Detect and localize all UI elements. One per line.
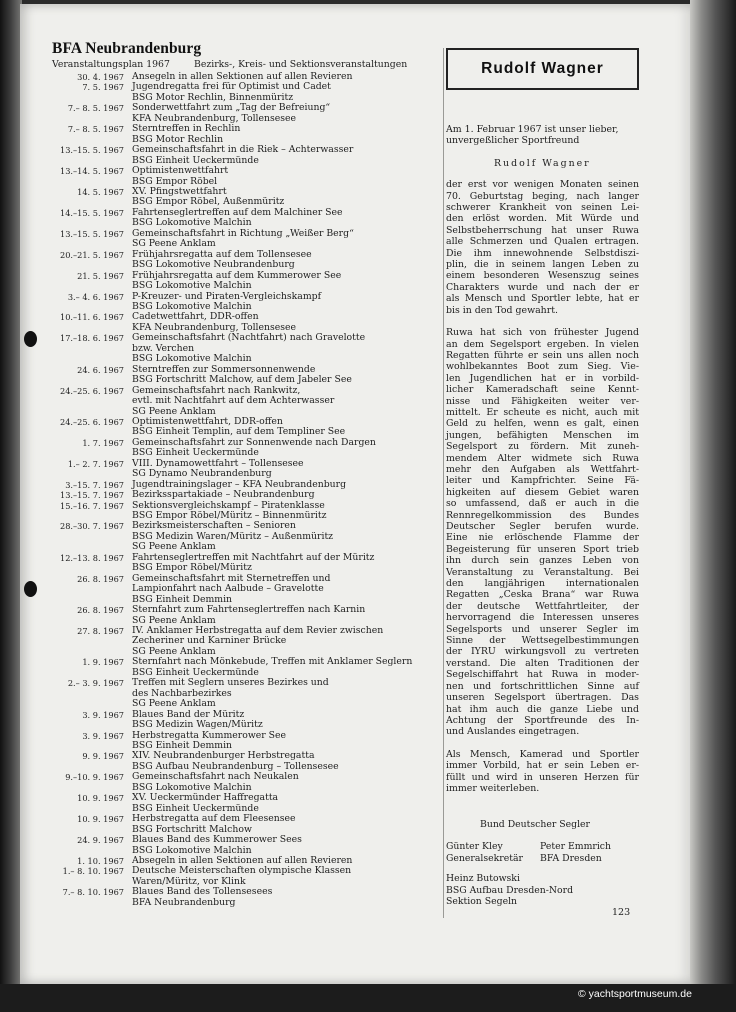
event-detail: evtl. mit Nachtfahrt auf dem Achterwasser	[132, 395, 335, 407]
text-line: Charakters wurde und nach der er	[446, 281, 639, 293]
event-entry	[52, 887, 442, 908]
event-date: 14.–15. 5. 1967	[60, 207, 124, 218]
text-line: der deutsche Wettfahrtleiter, der	[446, 600, 639, 612]
event-detail: BSG Einheit Ueckermünde	[132, 802, 259, 814]
event-date: 1. 10. 1967	[77, 855, 124, 866]
event-entry	[52, 835, 442, 856]
event-entry	[52, 438, 442, 459]
event-entry	[52, 187, 442, 208]
event-title: Gemeinschaftsfahrt (Nachtfahrt) nach Gravelotte	[132, 332, 366, 344]
event-detail: BSG Lokomotive Malchin	[132, 217, 252, 229]
event-title: Gemeinschaftsfahrt nach Neukalen	[132, 771, 299, 783]
event-detail: SG Dynamo Neubrandenburg	[132, 468, 272, 480]
event-date: 2.– 3. 9. 1967	[67, 678, 124, 689]
text-line: Geld zu helfen, wenn es galt, einen	[446, 418, 639, 430]
event-entry	[52, 866, 442, 887]
text-line: als Mensch und Sportler lebte, hat er	[446, 293, 639, 305]
event-detail: SG Peene Anklam	[132, 698, 216, 710]
event-date: 24. 9. 1967	[77, 835, 124, 846]
event-title: Gemeinschaftsfahrt mit Sternetreffen und	[132, 572, 331, 584]
punch-hole-bottom	[24, 581, 37, 597]
event-detail: BSG Einheit Ueckermünde	[132, 447, 259, 459]
obituary-name-spaced: Rudolf Wagner	[494, 157, 591, 169]
text-line: nen und fortschrittlichen Sinne auf	[446, 680, 639, 692]
event-title: Optimistenwettfahrt, DDR-offen	[132, 415, 283, 427]
event-date: 24. 6. 1967	[77, 364, 124, 375]
text-line: Achtung der Sportfreunde des In-	[446, 714, 639, 726]
text-line: licher Kameradschaft seine Kennt-	[446, 384, 639, 396]
event-detail: BSG Lokomotive Malchin	[132, 300, 252, 312]
event-title: Jugendtrainingslager – KFA Neubrandenburg	[132, 478, 347, 490]
event-detail: BSG Lokomotive Malchin	[132, 280, 252, 292]
event-date: 13.–15. 5. 1967	[60, 145, 124, 156]
scan-right-edge	[690, 0, 736, 1012]
event-detail: KFA Neubrandenburg, Tollensesee	[132, 321, 297, 333]
event-title: Gemeinschaftsfahrt zur Sonnenwende nach Dargen	[132, 436, 376, 448]
event-date: 30. 4. 1967	[77, 72, 124, 82]
event-title: Optimistenwettfahrt	[132, 165, 229, 177]
event-entry	[52, 208, 442, 229]
event-detail: BSG Einheit Ueckermünde	[132, 154, 259, 166]
event-title: XV. Pfingstwettfahrt	[132, 185, 227, 197]
event-date: 7.– 8. 5. 1967	[67, 124, 124, 135]
text-line: Ruwa hat sich von frühester Jugend	[446, 327, 639, 339]
event-date: 20.–21. 5. 1967	[60, 249, 124, 260]
event-detail: BSG Empor Röbel/Müritz	[132, 562, 252, 574]
event-entry	[52, 103, 442, 124]
event-title: Sektionsvergleichskampf – Piratenklasse	[132, 499, 325, 511]
text-line: Rennregelkommission des Bundes	[446, 509, 639, 521]
event-date: 24.–25. 6. 1967	[60, 385, 124, 396]
event-date: 10.–11. 6. 1967	[60, 312, 124, 323]
event-date: 10. 9. 1967	[77, 814, 124, 825]
event-entry	[52, 386, 442, 417]
signer-name: Peter Emmrich	[540, 840, 612, 852]
event-date: 3. 9. 1967	[82, 709, 124, 720]
event-entry	[52, 250, 442, 271]
event-date: 12.–13. 8. 1967	[60, 552, 124, 563]
text-line: mittelt. Er scheute es nicht, auch mit	[446, 406, 639, 418]
event-title: Blaues Band des Kummerower Sees	[132, 834, 302, 846]
text-line: Deutscher Segler berufen wurde.	[446, 521, 639, 532]
text-line: der IYRU wirkungsvoll zu vertreten	[446, 646, 639, 658]
event-title: Frühjahrsregatta auf dem Kummerower See	[132, 269, 342, 281]
event-detail: BSG Einheit Ueckermünde	[132, 666, 259, 678]
event-date: 28.–30. 7. 1967	[60, 521, 124, 532]
event-entry	[52, 271, 442, 292]
obituary-paragraph-1	[446, 179, 639, 316]
event-date: 26. 8. 1967	[77, 573, 124, 584]
event-date: 7.– 8. 10. 1967	[62, 887, 124, 898]
event-title: Sonderwettfahrt zum „Tag der Befreiung“	[132, 102, 331, 114]
event-date: 1.– 8. 10. 1967	[62, 866, 124, 877]
event-date: 15.–16. 7. 1967	[60, 500, 124, 511]
watermark: © yachtsportmuseum.de	[578, 988, 692, 1000]
event-title: Cadetwettfahrt, DDR-offen	[132, 311, 259, 323]
text-line: Regatten führte er sein uns allen noch	[446, 349, 639, 361]
text-line: den langjährigen internationalen	[446, 578, 639, 590]
event-title: IV. Anklamer Herbstregatta auf dem Revier zwischen	[132, 625, 384, 637]
event-detail: Zecheriner und Karniner Brücke	[132, 635, 287, 647]
event-date: 7. 5. 1967	[82, 82, 124, 93]
event-entry	[52, 459, 442, 480]
obituary-column	[446, 48, 639, 908]
event-list	[52, 72, 442, 908]
event-entry	[52, 124, 442, 145]
event-title: XIV. Neubrandenburger Herbstregatta	[132, 750, 315, 762]
event-date: 17.–18. 6. 1967	[60, 333, 124, 344]
event-entry	[52, 772, 442, 793]
event-entry	[52, 166, 442, 187]
text-line: jungen, befähigten Menschen im	[446, 429, 639, 441]
event-detail: BSG Motor Rechlin	[132, 133, 224, 145]
signer-role: Generalsekretär	[446, 852, 523, 864]
event-entry	[52, 145, 442, 166]
event-entry	[52, 626, 442, 657]
text-line: Sektion Segeln	[446, 896, 518, 908]
event-plan-column	[52, 40, 442, 908]
text-line: higkeiten auf diesem Gebiet waren	[446, 486, 639, 498]
signature-org: Bund Deutscher Segler	[480, 819, 591, 831]
event-entry	[52, 553, 442, 574]
event-detail: BFA Neubrandenburg	[132, 896, 236, 908]
event-entry	[52, 312, 442, 333]
text-line: Als Mensch, Kamerad und Sportler	[446, 748, 639, 760]
club-title: BFA Neubrandenburg	[52, 40, 202, 57]
text-line: Eine nie erlöschende Flamme der	[446, 532, 639, 544]
text-line: len Jugendlichen hat er in vorbild-	[446, 372, 639, 384]
signer-role: BFA Dresden	[540, 852, 602, 864]
event-detail: Lampionfahrt nach Aalbude – Gravelotte	[132, 583, 324, 595]
text-line: leiter und Kampfrichter. Seine Fä-	[446, 475, 639, 487]
event-title: Treffen mit Seglern unseres Bezirkes und	[132, 677, 329, 689]
event-date: 3.– 4. 6. 1967	[67, 291, 124, 302]
text-line: und Auslandes eingetragen.	[446, 726, 580, 738]
event-title: Sternfahrt nach Mönkebude, Treffen mit Anklamer Seglern	[132, 656, 413, 668]
text-line: hervorragend die Interessen unseres	[446, 612, 639, 624]
event-title: Sternfahrt zum Fahrtenseglertreffen nach Karnin	[132, 604, 366, 616]
event-entry	[52, 678, 442, 709]
event-title: Jugendregatta frei für Optimist und Cadet	[132, 81, 331, 93]
event-title: P-Kreuzer- und Piraten-Vergleichskampf	[132, 290, 322, 302]
event-detail: BSG Lokomotive Malchin	[132, 353, 252, 365]
event-title: Blaues Band des Tollensesees	[132, 886, 273, 898]
event-detail: SG Peene Anklam	[132, 614, 216, 626]
text-line: immer Vorbild, hat er sein Leben er-	[446, 760, 639, 772]
event-detail: BSG Motor Rechlin, Binnenmüritz	[132, 91, 294, 103]
text-line: immer weiterleben.	[446, 782, 540, 794]
event-entry	[52, 605, 442, 626]
plan-scope: Bezirks-, Kreis- und Sektionsveranstaltungen	[194, 59, 408, 70]
obituary-paragraph-3	[446, 749, 639, 795]
event-entry	[52, 229, 442, 250]
text-line: der erst vor wenigen Monaten seinen	[446, 179, 639, 191]
text-line: Segelsport zu fördern. Mit zuneh-	[446, 441, 639, 453]
event-date: 13.–15. 5. 1967	[60, 228, 124, 239]
event-entry	[52, 417, 442, 438]
event-date: 9. 9. 1967	[82, 751, 124, 762]
text-line: nisse und Fähigkeiten weiter ver-	[446, 395, 639, 407]
scan-left-edge	[0, 0, 22, 1012]
event-date: 14. 5. 1967	[77, 186, 124, 197]
plan-header	[52, 59, 442, 71]
event-detail: Waren/Müritz, vor Klink	[132, 875, 246, 887]
event-title: Sterntreffen zur Sommersonnenwende	[132, 363, 316, 375]
event-detail: BSG Fortschritt Malchow, auf dem Jabeler See	[132, 374, 352, 386]
text-line: 70. Geburtstag beging, nach langer	[446, 190, 639, 202]
event-detail: BSG Einheit Demmin	[132, 593, 233, 605]
event-entry	[52, 490, 442, 500]
event-detail: BSG Lokomotive Neubrandenburg	[132, 259, 295, 271]
obituary-intro	[446, 124, 639, 147]
event-detail: KFA Neubrandenburg, Tollensesee	[132, 112, 297, 124]
text-line: Selbstbeherrschung hat unser Ruwa	[446, 224, 639, 236]
text-line: an dem Segelsport ergeben. In vielen	[446, 338, 639, 350]
text-line: unvergeßlicher Sportfreund	[446, 135, 580, 147]
text-line: plin, die in seinem langen Leben zu	[446, 259, 639, 271]
text-line: einem besonderen Wesenszug seines	[446, 270, 639, 282]
event-detail: SG Peene Anklam	[132, 541, 216, 553]
event-detail: BSG Empor Röbel/Müritz – Binnenmüritz	[132, 510, 327, 522]
event-title: Ansegeln in allen Sektionen auf allen Revieren	[132, 71, 353, 82]
event-detail: BSG Empor Röbel	[132, 175, 218, 187]
event-detail: SG Peene Anklam	[132, 238, 216, 250]
text-line: unseren Segelsport übertragen. Das	[446, 692, 639, 704]
event-title: Bezirksspartakiade – Neubrandenburg	[132, 489, 315, 501]
signer-name: Günter Kley	[446, 840, 503, 852]
text-line: Heinz Butowski	[446, 872, 520, 884]
text-line: Veranstaltung zu Veranstaltung. Bei	[446, 566, 639, 578]
event-title: Blaues Band der Müritz	[132, 708, 245, 720]
event-detail: BSG Empor Röbel, Außenmüritz	[132, 196, 285, 208]
event-date: 9.–10. 9. 1967	[65, 772, 124, 783]
event-date: 26. 8. 1967	[77, 605, 124, 616]
event-detail: BSG Einheit Templin, auf dem Templiner See	[132, 426, 346, 438]
event-detail: BSG Medizin Waren/Müritz – Außenmüritz	[132, 530, 334, 542]
punch-hole-top	[24, 331, 37, 347]
event-entry	[52, 657, 442, 678]
event-entry	[52, 574, 442, 605]
event-title: Gemeinschaftsfahrt in die Riek – Achterwasser	[132, 144, 354, 156]
event-date: 1.– 2. 7. 1967	[67, 458, 124, 469]
text-line: Am 1. Februar 1967 ist unser lieber,	[446, 124, 619, 135]
event-detail: SG Peene Anklam	[132, 645, 216, 657]
event-title: Fahrtenseglertreffen auf dem Malchiner See	[132, 206, 343, 218]
event-detail: BSG Aufbau Neubrandenburg – Tollensesee	[132, 760, 339, 772]
event-entry	[52, 751, 442, 772]
event-title: Bezirksmeisterschaften – Senioren	[132, 520, 296, 532]
event-detail: BSG Medizin Wagen/Müritz	[132, 719, 263, 731]
event-title: Absegeln in allen Sektionen auf allen Revieren	[132, 854, 353, 866]
event-title: Herbstregatta Kummerower See	[132, 729, 287, 741]
event-date: 13.–14. 5. 1967	[60, 166, 124, 177]
plan-label: Veranstaltungsplan 1967	[52, 59, 170, 70]
obituary-name-box: Rudolf Wagner	[446, 48, 639, 90]
event-title: Gemeinschaftsfahrt in Richtung „Weißer Berg“	[132, 227, 354, 239]
event-entry	[52, 521, 442, 552]
event-title: Gemeinschaftsfahrt nach Rankwitz,	[132, 384, 301, 396]
text-line: so umfassend, daß er auch in die	[446, 498, 639, 510]
text-line: alle Schmerzen und Qualen ertragen.	[446, 236, 639, 248]
text-line: Segelschiffahrt hat Ruwa in moder-	[446, 669, 639, 681]
event-entry	[52, 501, 442, 522]
text-line: ihn durch sein ganzes Leben von	[446, 555, 639, 567]
event-date: 27. 8. 1967	[77, 626, 124, 637]
event-title: XV. Ueckermünder Haffregatta	[132, 792, 279, 804]
event-date: 13.–15. 7. 1967	[60, 490, 124, 501]
obituary-paragraph-2	[446, 327, 639, 738]
event-date: 1. 9. 1967	[82, 657, 124, 668]
signature-block-2	[446, 873, 639, 908]
event-detail: BSG Lokomotive Malchin	[132, 844, 252, 856]
event-detail: BSG Lokomotive Malchin	[132, 781, 252, 793]
event-entry	[52, 793, 442, 814]
text-line: BSG Aufbau Dresden-Nord	[446, 884, 574, 896]
event-title: Sterntreffen in Rechlin	[132, 123, 241, 135]
event-entry	[52, 333, 442, 364]
text-line: wohlbekanntes Boot zum Sieg. Vie-	[446, 361, 639, 373]
event-title: Frühjahrsregatta auf dem Tollensesee	[132, 248, 312, 260]
event-entry	[52, 814, 442, 835]
event-entry	[52, 365, 442, 386]
event-entry	[52, 731, 442, 752]
column-divider	[443, 48, 444, 918]
text-line: den erlöst worden. Mit Würde und	[446, 213, 639, 225]
text-line: mendem Alter widmete sich Ruwa	[446, 452, 639, 464]
page-number: 123	[612, 907, 631, 918]
event-detail: des Nachbarbezirkes	[132, 687, 232, 699]
event-title: Deutsche Meisterschaften olympische Klassen	[132, 865, 352, 877]
text-line: verstand. Die alten Traditionen der	[446, 657, 639, 669]
event-date: 3. 9. 1967	[82, 730, 124, 741]
event-title: VIII. Dynamowettfahrt – Tollensesee	[132, 457, 304, 469]
event-entry	[52, 710, 442, 731]
event-date: 10. 9. 1967	[77, 793, 124, 804]
event-detail: SG Peene Anklam	[132, 405, 216, 417]
event-date: 24.–25. 6. 1967	[60, 416, 124, 427]
event-date: 1. 7. 1967	[82, 437, 124, 448]
event-detail: bzw. Verchen	[132, 342, 195, 354]
text-line: bis in den Tod gewahrt.	[446, 304, 558, 316]
event-title: Herbstregatta auf dem Fleesensee	[132, 813, 296, 825]
text-line: mehr den Aufgaben als Wettfahrt-	[446, 463, 639, 475]
text-line: Begeisterung für unseren Sport trieb	[446, 543, 639, 555]
text-line: schwerer Krankheit von seinen Lei-	[446, 202, 639, 214]
event-detail: BSG Fortschritt Malchow	[132, 823, 252, 835]
event-detail: BSG Einheit Demmin	[132, 740, 233, 751]
event-date: 3.–15. 7. 1967	[65, 479, 124, 490]
text-line: Regatten „Ceska Brana“ war Ruwa	[446, 589, 639, 601]
text-line: Die ihm innewohnende Selbstdiszi-	[446, 247, 639, 259]
signature-block-1	[446, 841, 639, 865]
event-date: 7.– 8. 5. 1967	[67, 103, 124, 114]
event-date: 21. 5. 1967	[77, 270, 124, 281]
text-line: hat ihm auch die ganze Liebe und	[446, 703, 639, 715]
text-line: füllt und wird in unseren Herzen für	[446, 771, 639, 783]
event-entry	[52, 82, 442, 103]
event-title: Fahrtenseglertreffen mit Nachtfahrt auf der Müritz	[132, 551, 375, 563]
event-entry	[52, 292, 442, 313]
text-line: Sinne der Wettsegelbestimmungen	[446, 635, 639, 647]
text-line: Segelsports und unserer Segler im	[446, 623, 639, 635]
